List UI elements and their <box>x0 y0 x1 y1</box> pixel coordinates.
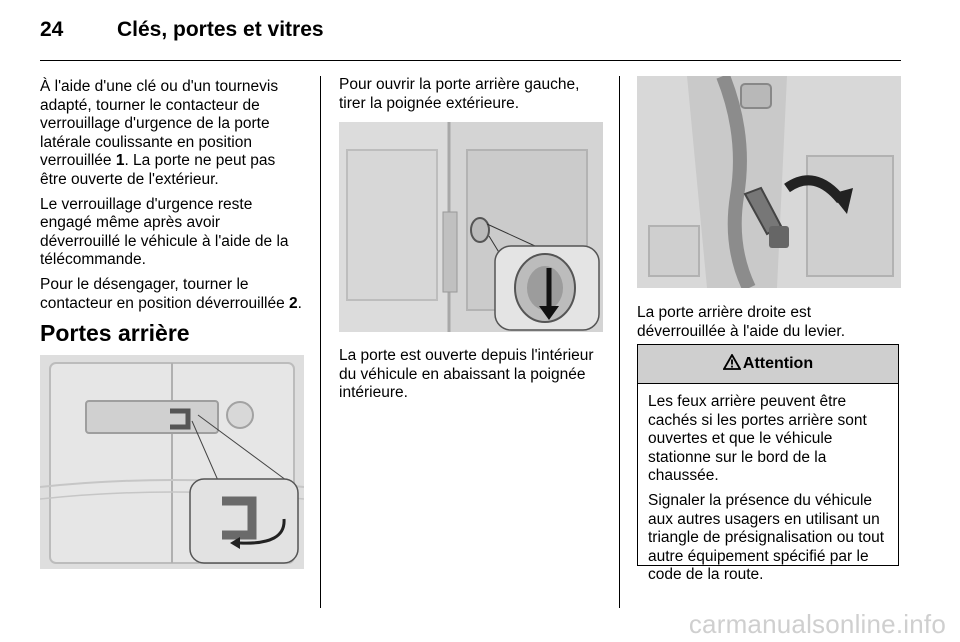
attention-body <box>638 384 898 585</box>
illustration-right-door-lever <box>637 76 901 288</box>
column-1 <box>40 78 304 319</box>
column-2 <box>339 76 603 119</box>
attention-box <box>637 344 899 584</box>
column-separator-2 <box>619 76 620 608</box>
warning-triangle-icon <box>723 354 741 375</box>
paragraph-right-door-lever: La porte arrière droite est déverrouillée à l'aide du levier. <box>637 304 846 340</box>
section-heading-rear-doors: Portes arrière <box>40 320 190 346</box>
page-number: 24 <box>40 18 64 41</box>
paragraph-emergency-lock: À l'aide d'une clé ou d'un tournevis adapté, tourner le contacteur de verrouillage d'urgence de la porte latérale coulissante en position verrouillée 1. La porte ne peut pas être ouverte de l'extérieur. <box>40 78 279 188</box>
attention-paragraph-1: Les feux arrière peuvent être cachés si les portes arrière sont ouvertes et que le véhicule stationne sur le bord de la chaussée. <box>648 393 867 485</box>
paragraph-disengage: Pour le désengager, tourner le contacteur en position déverrouillée 2. <box>40 275 302 312</box>
header-rule <box>40 60 901 61</box>
illustration-rear-door-handle <box>40 355 304 569</box>
attention-paragraph-2: Signaler la présence du véhicule aux autres usagers en utilisant un triangle de présignalisation ou tout autre équipement spécifié par le code de la route. <box>648 491 885 584</box>
attention-header <box>638 345 898 384</box>
paragraph-door-open-inside: La porte est ouverte depuis l'intérieur du véhicule en abaissant la poignée intérieure. <box>339 347 594 402</box>
watermark: carmanualsonline.info <box>688 609 946 639</box>
page-title: Clés, portes et vitres <box>117 18 324 41</box>
column-separator-1 <box>320 76 321 608</box>
column-3 <box>637 304 903 347</box>
illustration-inside-handle <box>339 122 603 332</box>
paragraph-open-left-door: Pour ouvrir la porte arrière gauche, tirer la poignée extérieure. <box>339 76 580 112</box>
paragraph-lock-remains: Le verrouillage d'urgence reste engagé même après avoir déverrouillé le véhicule à l'aide de la télécommande. <box>40 195 289 269</box>
attention-title: Attention <box>742 355 814 372</box>
